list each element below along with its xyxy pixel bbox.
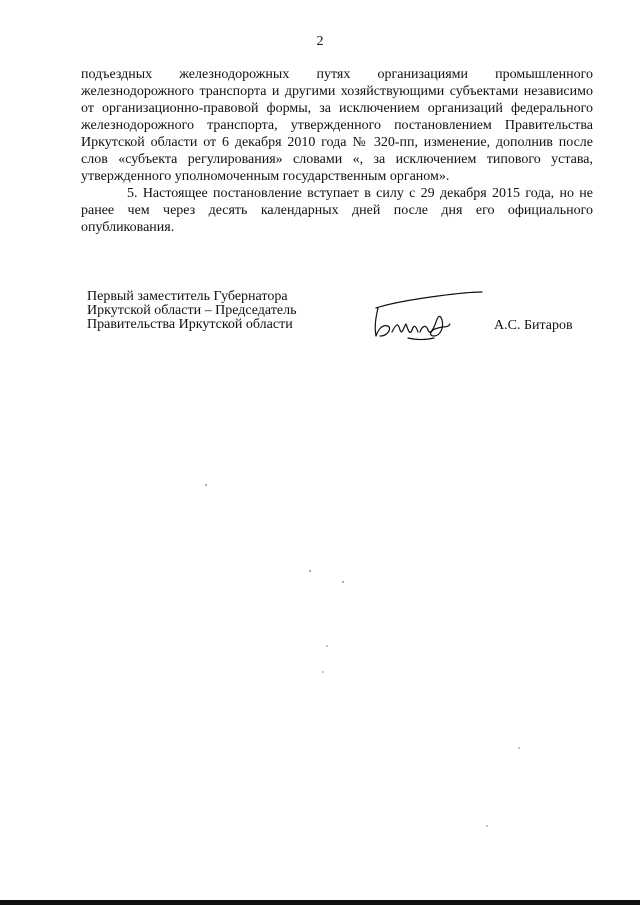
signatory-title-line: Правительства Иркутской области <box>87 317 293 332</box>
signatory-name: А.С. Битаров <box>494 318 573 333</box>
document-body <box>81 66 593 236</box>
scan-bottom-edge <box>0 900 640 905</box>
handwritten-signature <box>368 286 488 346</box>
signatory-title <box>87 290 296 332</box>
page-number: 2 <box>316 34 324 49</box>
paragraph-continuation: подъездных железнодорожных путях организациями промышленного железнодорожного транспорта и другими хозяйствующими субъектами независимо от организационно-правовой формы, за исключением организаций федерального железнодорожного транспорта, утвержденного постановлением Правительства Иркутской области от 6 декабря 2010 года № 320-пп, изменение, дополнив после слов «субъекта регулирования» словами «, за исключением типового устава, утвержденного уполномоченным государственным органом». <box>81 67 593 184</box>
paragraph-item-5: 5. Настоящее постановление вступает в силу с 29 декабря 2015 года, но не ранее чем через десять календарных дней после дня его официального опубликования. <box>81 186 593 235</box>
signatory-title-line: Первый заместитель Губернатора <box>87 289 288 304</box>
signatory-title-line: Иркутской области – Председатель <box>87 303 297 318</box>
